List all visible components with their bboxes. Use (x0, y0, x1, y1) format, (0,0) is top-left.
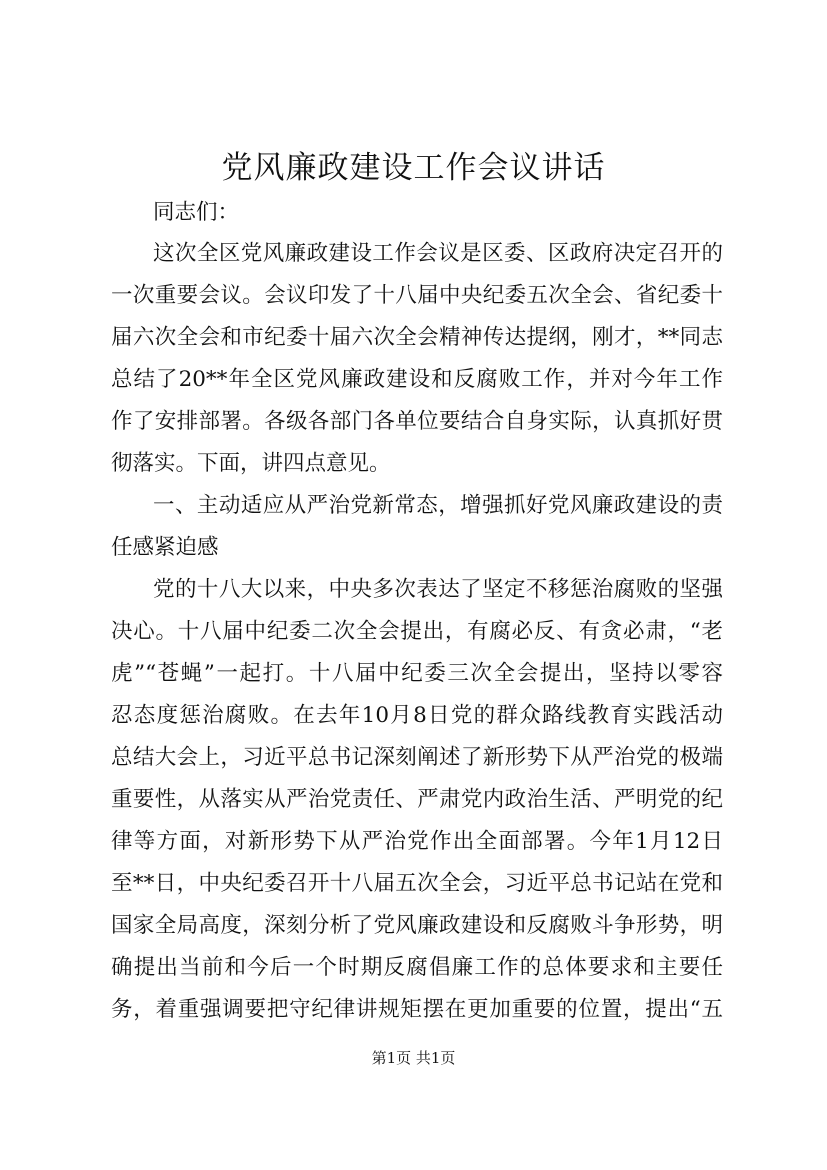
paragraph-line: 律等方面，对新形势下从严治党作出全面部署。今年1月12日 (111, 829, 723, 854)
paragraph-line: 一次重要会议。会议印发了十八届中央纪委五次全会、省纪委十 (111, 283, 723, 308)
paragraph-line: 虎”“苍蝇”一起打。十八届中纪委三次全会提出，坚持以零容 (111, 661, 723, 686)
paragraph-line: 总结大会上，习近平总书记深刻阐述了新形势下从严治党的极端 (111, 745, 723, 770)
paragraph-line: 忍态度惩治腐败。在去年10月8日党的群众路线教育实践活动 (111, 703, 723, 728)
document-title: 党风廉政建设工作会议讲话 (221, 150, 606, 186)
paragraph-line: 这次全区党风廉政建设工作会议是区委、区政府决定召开的 (153, 241, 723, 266)
paragraph-line: 务，着重强调要把守纪律讲规矩摆在更加重要的位置，提出“五 (111, 997, 723, 1022)
salutation: 同志们： (153, 200, 240, 225)
paragraph-line: 党的十八大以来，中央多次表达了坚定不移惩治腐败的坚强 (153, 577, 723, 602)
paragraph-line: 总结了20**年全区党风廉政建设和反腐败工作，并对今年工作 (111, 367, 723, 392)
section-heading-line: 任感紧迫感 (111, 535, 219, 560)
paragraph-line: 届六次全会和市纪委十届六次全会精神传达提纲，刚才，**同志 (111, 325, 723, 350)
page-footer: 第1页 共1页 (371, 1049, 456, 1067)
paragraph-line: 国家全局高度，深刻分析了党风廉政建设和反腐败斗争形势，明 (111, 913, 723, 938)
paragraph-line: 作了安排部署。各级各部门各单位要结合自身实际，认真抓好贯 (111, 409, 723, 434)
paragraph-line: 至**日，中央纪委召开十八届五次全会，习近平总书记站在党和 (111, 871, 723, 896)
paragraph-line: 决心。十八届中纪委二次全会提出，有腐必反、有贪必肃，“老 (111, 619, 723, 644)
section-heading-line: 一、主动适应从严治党新常态，增强抓好党风廉政建设的责 (153, 493, 723, 518)
paragraph-line: 重要性，从落实从严治党责任、严肃党内政治生活、严明党的纪 (111, 787, 723, 812)
paragraph-line: 彻落实。下面，讲四点意见。 (111, 451, 391, 476)
paragraph-line: 确提出当前和今后一个时期反腐倡廉工作的总体要求和主要任 (111, 955, 723, 980)
